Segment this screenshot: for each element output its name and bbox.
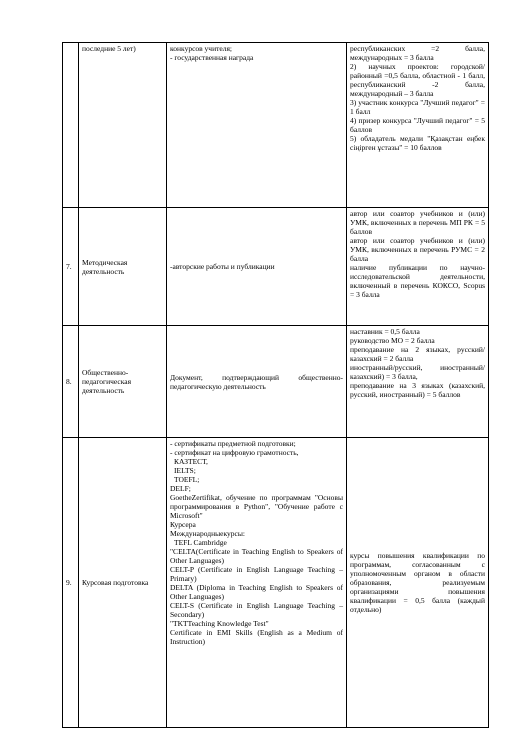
document-item: "TKTTeaching Knowledge Test" — [170, 619, 269, 628]
points-cell — [347, 43, 489, 208]
document-item: -авторские работы и публикации — [170, 262, 275, 271]
criterion-name: последние 5 лет) — [79, 43, 167, 208]
document-item: - государственная награда — [170, 53, 254, 62]
document-item: GoetheZertifikat, обучение по программам "Основы программирования в Python", "Обучение работе с Microsoft" — [170, 493, 343, 520]
document-item: IELTS; — [174, 466, 196, 475]
points-item: республиканских =2 балла, международных = 3 балла — [350, 44, 485, 62]
points-item: руководство МО = 2 балла — [350, 336, 435, 345]
points-item: 2) научных проектов: городской/районный =0,5 балла, областной - 1 балл, республиканский -2 балла, международный – 3 балла — [350, 62, 485, 98]
points-cell — [347, 208, 489, 326]
document-item: конкурсов учителя; — [170, 44, 232, 53]
points-item: преподавание на 3 языках (казахский, русский, иностранный) = 5 баллов — [350, 381, 485, 399]
row-number: 9. — [63, 438, 79, 728]
points-cell — [347, 438, 489, 728]
document-item: CELT-S (Certificate in English Language Teaching – Secondary) — [170, 601, 343, 619]
table-row — [63, 208, 489, 326]
points-item: автор или соавтор учебников и (или) УМК, включенных в перечень МП РК = 5 баллов — [350, 209, 485, 236]
document-item: CELT-P (Certificate in English Language Teaching – Primary) — [170, 565, 343, 583]
criterion-name: Курсовая подготовка — [79, 438, 167, 728]
table-row — [63, 326, 489, 438]
points-item: автор или соавтор учебников и (или) УМК, включенных в перечень РУМС = 2 балла — [350, 236, 485, 263]
criteria-table — [62, 42, 489, 728]
points-item: 5) обладатель медали "Қазақстан еңбек сіңірген ұстазы" = 10 баллов — [350, 134, 485, 152]
table-row — [63, 43, 489, 208]
document-item: TOEFL; — [174, 475, 200, 484]
document-item: Документ, подтверждающий общественно-педагогическую деятельность — [170, 372, 343, 391]
points-item: наставник = 0,5 балла — [350, 327, 420, 336]
document-item: DELF; — [170, 484, 191, 493]
documents-cell — [167, 208, 347, 326]
documents-cell — [167, 326, 347, 438]
document-item: TEFL Cambridge — [174, 538, 227, 547]
document-item: - сертификаты предметной подготовки; — [170, 439, 296, 448]
row-number — [63, 43, 79, 208]
document-item: Международныекурсы: — [170, 529, 245, 538]
points-cell — [347, 326, 489, 438]
points-item: преподавание на 2 языках, русский/казахский = 2 балла — [350, 345, 485, 363]
points-item: 4) призер конкурса "Лучший педагог" = 5 баллов — [350, 116, 485, 134]
criterion-name: Методическая деятельность — [79, 208, 167, 326]
points-item: курсы повышения квалификации по программам, согласованным с уполномоченным органом в области образования, реализуемым организациями повышения квалификации = 0,5 балла (каждый отдельно) — [350, 551, 485, 614]
document-item: Certificate in EMI Skills (English as a Medium of Instruction) — [170, 628, 343, 646]
table-row — [63, 438, 489, 728]
points-item: наличие публикации по научно-исследовательской деятельности, включенный в перечень КОКСО, Scopus = 3 балла — [350, 263, 485, 299]
document-item: "CELTA(Certificate in Teaching English to Speakers of Other Languages) — [170, 547, 343, 565]
row-number: 8. — [63, 326, 79, 438]
document-item: DELTA (Diploma in Teaching English to Speakers of Other Languages) — [170, 583, 343, 601]
documents-cell — [167, 438, 347, 728]
document-item: Курсера — [170, 520, 196, 529]
document-item: КАЗТЕСТ, — [174, 457, 208, 466]
points-item: 3) участник конкурса "Лучший педагог" = 1 балл — [350, 98, 485, 116]
documents-cell — [167, 43, 347, 208]
criterion-name: Общественно-педагогическая деятельность — [79, 326, 167, 438]
points-item: иностранный/русский, иностранный/казахский) = 3 балла, — [350, 363, 485, 381]
row-number: 7. — [63, 208, 79, 326]
document-item: - сертификат на цифровую грамотность, — [170, 448, 299, 457]
